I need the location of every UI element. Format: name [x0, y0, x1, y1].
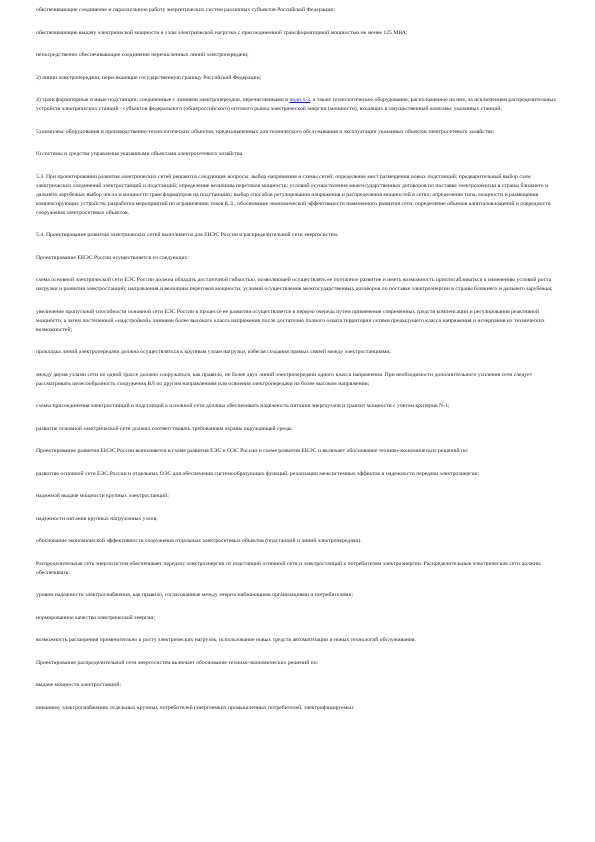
paragraph-20: надежности питания крупных нагрузочных узлов;	[36, 515, 158, 522]
paragraph-14: между двумя узлами сети по одной трассе должно сооружаться, как правило, не более двух линий электропередачи одного класса напряжения. При необходимости дополнительного усиления сети следует рассматривать целесообразность сооружения ВЛ по другим направлениям или освоения электропередачи на более высоком напряжении;	[36, 371, 533, 387]
paragraph-28: внешнему электроснабжению отдельных крупных потребителей (энергоемких промышленных потребителей, электрифицируемых	[36, 704, 354, 711]
paragraph-24: нормированное качество электрической энергии;	[36, 614, 155, 621]
paragraph-23: уровни надежности электроснабжения, как правило, согласованные между энергоснабжающими организациями и потребителями;	[36, 592, 354, 598]
paragraph-4: 3) линии электропередачи, пересекающие государственную границу Российской Федерации;	[36, 74, 262, 81]
paragraph-2: обеспечивающие выдачу электрической мощности в узлы электрической нагрузки с присоединенной трансформаторной мощностью не менее 125 МВА;	[36, 29, 408, 36]
paragraph-5	[36, 96, 558, 114]
paragraph-10: Проектирование ЕНЭС России осуществляется из следующих:	[36, 254, 189, 261]
paragraph-11: схема основной электрической сети ЕЭС России должна обладать достаточной гибкостью, позволяющей осуществлять ее поэтапное развитие и иметь возможность приспосабливаться к изменению условий роста нагрузки и развития электростанций; направления и величины перетоков мощности; условий осуществления межгосударственных договоров по поставке электроэнергии в страны ближнего и дальнего зарубежья;	[36, 277, 553, 292]
paragraph-7: 6) системы и средства управления указанными объектами электросетевого хозяйства.	[36, 151, 244, 157]
paragraph-13: прокладка линий электропередачи должна осуществляться к крупным узлам нагрузки, избегая создания прямых связей между электростанциями;	[36, 349, 391, 355]
paragraph-17: Проектирование развития ЕНЭС России выполняется в схеме развития ЕЭС и ОЭС России и схеме развития ЕНЭС и включает обоснование технико-экономических решений по:	[36, 448, 469, 454]
paragraph-25: возможность расширения применительно к росту электрических нагрузок, использование новых средств автоматизации и новых технологий обслуживания.	[36, 637, 416, 643]
paragraph-19: надежной выдаче мощности крупных электростанций;	[36, 493, 169, 499]
paragraph-8: 5.3. При проектировании развития электрических сетей решаются следующие вопросы: выбор напряжения и схемы сетей; определение мест размещения новых подстанций; предварительный выбор схем электрических соединений электростанций и подстанций; определение величины перетоков мощности; условий осуществления межгосударственных договоров по поставке электроэнергии в страны ближнего и дальнего зарубежья; выбор числа и мощности трансформаторов на подстанциях; выбор способов регулирования напряжения и распределения мощностей в сетях; определение типа, мощности и размещения компенсирующих устройств; разработка мероприятий по ограничению токов К.З.; обоснование экономической эффективности намеченного развития сети; определение объемов капиталовложений и очередности сооружения электросетевых объектов.	[36, 173, 551, 216]
paragraph-27: выдаче мощности электростанций;	[36, 682, 121, 688]
paragraph-15: схемы присоединения электростанций и подстанций к основной сети должны обеспечивать надежность питания энергоузлов и транзит мощности с учетом критерия N-1;	[36, 403, 450, 409]
paragraph-1: обеспечивающие соединение и параллельную работу энергетических систем различных субъектов Российской Федерации;	[36, 7, 335, 13]
paragraph-3: непосредственно обеспечивающие соединение перечисленных линий электропередачи;	[36, 52, 249, 58]
paragraph-12: увеличение пропускной способности основной сети ЕЭС России в процессе ее развития осуществляется в первую очередь путем применения современных средств компенсации и регулирования реактивной мощности, а затем постепенной «надстройкой» линиями более высокого класса напряжения после достаточно полного охвата территории сетями предыдущего класса напряжения и исчерпания их технических возможностей;	[36, 308, 545, 333]
paragraph-5-text-before: 4) трансформаторные и иные подстанции, соединенные с линиями электропередачи, перечисленными в	[36, 97, 290, 103]
paragraph-16: развитие основной электрической сети должно соответствовать требованиям охраны окружающей среды.	[36, 425, 293, 432]
paragraph-18: развитию основной сети ЕЭС России и отдельных ОЭС для обеспечения системообразующих функций, реализации межсистемных эффектов и надежности передачи электроэнергии;	[36, 470, 480, 477]
paragraph-9: 5.4. Проектирование развития электрических сетей выполняется для ЕНЭС России и распределительной сети энергосистем.	[36, 232, 339, 238]
paragraph-5-text-after: , а также технологическое оборудование, расположенное на них, за исключением распределительных устройств электрических станций - субъектов федерального (общероссийского) оптового рынка электрической энергии (мощности), входящих в имущественный комплекс указанных станций;	[36, 97, 557, 112]
document-body	[36, 6, 558, 726]
paragraph-26: Проектирование распределительной сети энергосистем включает обоснование технико-экономических решений по:	[36, 659, 319, 666]
subparagraph-link[interactable]: подп.1-3	[289, 97, 311, 103]
paragraph-21: обоснование экономической эффективности сооружения отдельных электросетевых объектов (подстанций и линий электропередачи).	[36, 538, 362, 544]
paragraph-6: 5) комплекс оборудования и производственно-технологических объектов, предназначенных для технического обслуживания и эксплуатации указанных объектов электросетевого хозяйства;	[36, 128, 495, 135]
paragraph-22: Распределительная сеть энергосистем обеспечивает передачу электроэнергии от подстанций основной сети и электростанций к потребителям электроэнергии. Распределительные электрические сети должны обеспечивать:	[36, 560, 541, 576]
